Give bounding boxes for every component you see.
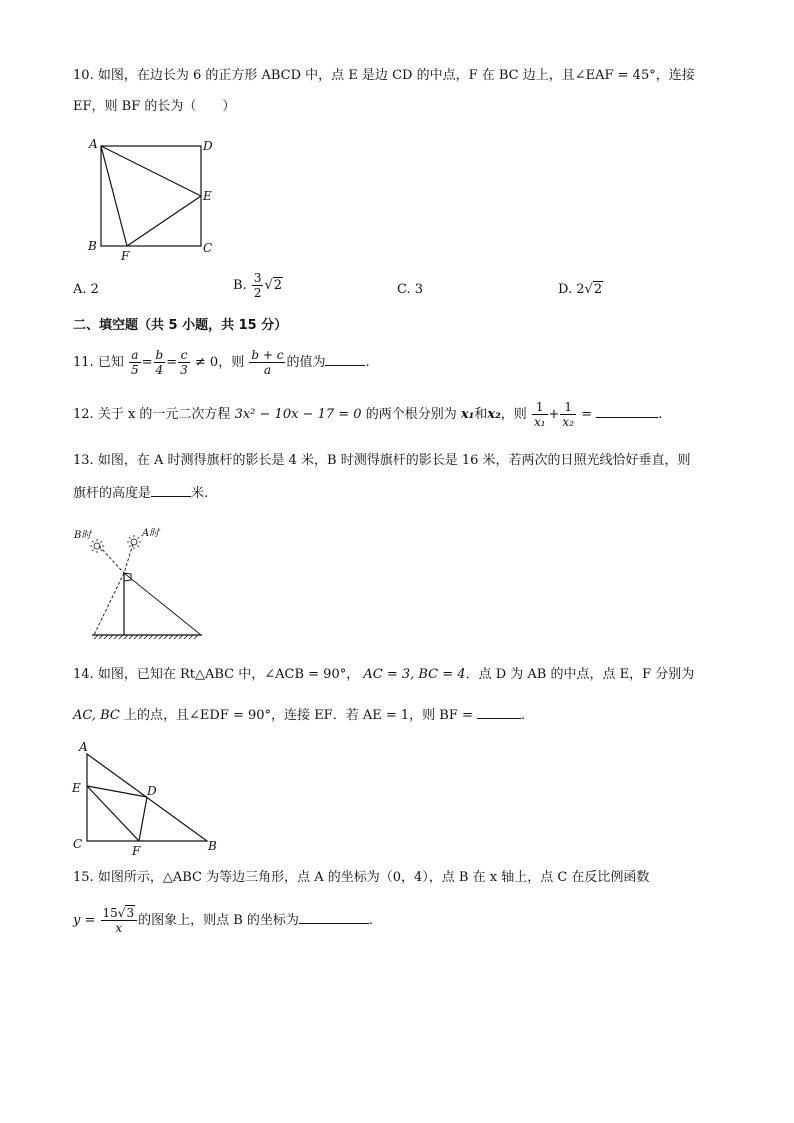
q11-frac-c-den: 3 bbox=[180, 363, 188, 377]
q12-line bbox=[73, 400, 662, 429]
q10-label-A: A bbox=[89, 137, 98, 151]
q15-tail: 的图象上，则点 B 的坐标为 bbox=[138, 913, 299, 928]
q10-segment-AF bbox=[101, 146, 127, 246]
q14-label-E: E bbox=[72, 781, 81, 795]
q14-end: . bbox=[521, 708, 526, 723]
q14-answer-blank[interactable] bbox=[477, 706, 521, 719]
q15-end: . bbox=[368, 913, 374, 928]
q12-and: 和 bbox=[474, 407, 488, 422]
q10-number: 10. bbox=[73, 68, 94, 83]
q12-then: ，则 bbox=[500, 407, 527, 422]
q11-frac-b bbox=[154, 348, 166, 377]
q12-lead: 关于 x 的一元二次方程 bbox=[97, 407, 231, 422]
q11-answer-blank[interactable] bbox=[325, 353, 365, 366]
q11-frac-a bbox=[129, 348, 141, 377]
q14-segment-DF bbox=[139, 797, 147, 841]
q13-text-1: 如图，在 A 时测得旗杆的影长是 4 米，B 时测得旗杆的影长是 16 米，若两次的日照光线恰好垂直，则 bbox=[97, 453, 691, 468]
q10-option-d: D. 2√2 bbox=[558, 282, 603, 297]
q12-equation: 3x² − 10x − 17 = 0 bbox=[234, 407, 362, 422]
q11-end: . bbox=[365, 355, 370, 370]
q12-frac-2-den: x₂ bbox=[562, 415, 574, 429]
q13-label-A-time: A时 bbox=[142, 528, 160, 539]
q10-stem-line1 bbox=[73, 67, 695, 85]
q10-segment-AE bbox=[101, 146, 201, 196]
q13-line1 bbox=[73, 452, 691, 470]
q12-frac-2-num: 1 bbox=[560, 400, 576, 415]
q13-text-2b: 米. bbox=[191, 486, 209, 501]
q14-label-C: C bbox=[73, 837, 83, 851]
q12-x2: x₂ bbox=[487, 407, 501, 422]
q13-ray-B-shadow bbox=[94, 573, 124, 635]
q14-text-2b: 上的点，且∠EDF = 90°，连接 EF．若 AE = 1，则 BF = bbox=[124, 708, 473, 723]
q11-frac-expr-den: a bbox=[263, 363, 271, 377]
q14-number: 14. bbox=[73, 667, 94, 682]
q13-line2 bbox=[73, 484, 208, 503]
q15-line1 bbox=[73, 869, 649, 887]
q12-end: . bbox=[658, 407, 663, 422]
q13-text-2a: 旗杆的高度是 bbox=[73, 486, 152, 501]
q12-frac-1-num: 1 bbox=[532, 400, 548, 415]
q11-lead: 已知 bbox=[97, 355, 124, 370]
q15-frac-den: x bbox=[115, 921, 123, 935]
q12-frac-2 bbox=[560, 400, 576, 429]
q10-option-b-fraction bbox=[252, 271, 264, 300]
q10-label-D: D bbox=[203, 139, 213, 153]
q13-flagpole-figure bbox=[70, 524, 210, 642]
q11-neq: ≠ 0，则 bbox=[194, 355, 245, 370]
q11-tail: 的值为 bbox=[286, 355, 326, 370]
q14-triangle-figure bbox=[70, 737, 230, 861]
q13-answer-blank[interactable] bbox=[151, 484, 191, 497]
q14-text-1b: AC = 3, BC = 4 bbox=[363, 667, 466, 682]
q14-label-F: F bbox=[132, 844, 141, 858]
q10-stem-text-2: EF，则 BF 的长为（ ） bbox=[73, 99, 236, 114]
q11-line: 11. 已知 $\frac{a}{5}$ = $\frac{b}{4}$ = $\frac{c}{3}$ ≠ 0，则 $\frac{b + c}{a}$ 的值为 . bbox=[73, 348, 370, 377]
q10-option-b: B. $\frac{3}{2}$ √2 bbox=[233, 271, 283, 300]
q11-frac-a-num: a bbox=[129, 348, 141, 363]
q14-text-2a: AC, BC bbox=[73, 708, 120, 723]
q10-option-b-num: 3 bbox=[253, 271, 262, 285]
q14-text-1c: ．点 D 为 AB 的中点，点 E，F 分别为 bbox=[465, 667, 695, 682]
q12-frac-1-den: x₁ bbox=[533, 415, 546, 429]
q10-square-figure bbox=[84, 134, 224, 264]
q10-option-d-coef: 2 bbox=[576, 282, 585, 297]
q15-frac-num-sqrt: 3 bbox=[126, 906, 135, 920]
q14-line2 bbox=[73, 706, 525, 725]
q10-square bbox=[101, 146, 201, 246]
q12-number: 12. bbox=[73, 407, 94, 422]
q10-label-F: F bbox=[121, 249, 130, 263]
q15-answer-blank[interactable] bbox=[299, 911, 369, 924]
q11-frac-c-num: c bbox=[178, 348, 190, 363]
q13-ray-B bbox=[99, 546, 124, 573]
q10-stem-line2 bbox=[73, 98, 235, 116]
q13-sun-A-icon bbox=[127, 535, 141, 549]
q15-y-eq: y = bbox=[73, 913, 96, 928]
q15-frac-num-coef: 15 bbox=[102, 906, 118, 920]
q12-x1: x₁ bbox=[460, 407, 475, 422]
q11-frac-b-den: 4 bbox=[155, 363, 164, 377]
q10-segment-EF bbox=[127, 196, 201, 246]
q12-mid: 的两个根分别为 bbox=[365, 407, 457, 422]
q13-sun-B-icon bbox=[90, 539, 104, 553]
q10-option-d-sqrt: 2 bbox=[593, 282, 603, 297]
q10-stem-text-1: 如图，在边长为 6 的正方形 ABCD 中，点 E 是边 CD 的中点，F 在 BC 边上，且∠EAF = 45°，连接 bbox=[97, 68, 695, 83]
q13-ray-A bbox=[124, 544, 133, 573]
q11-frac-c bbox=[178, 348, 190, 377]
q15-text-1: 如图所示，△ABC 为等边三角形，点 A 的坐标为（0，4），点 B 在 x 轴上，点 C 在反比例函数 bbox=[97, 870, 650, 885]
q10-option-a: A. 2 bbox=[73, 282, 99, 297]
q12-answer-blank[interactable] bbox=[596, 405, 658, 418]
q10-label-C: C bbox=[203, 241, 213, 255]
q14-line1 bbox=[73, 666, 694, 684]
q11-frac-a-den: 5 bbox=[130, 363, 139, 377]
q15-fraction bbox=[101, 906, 138, 935]
q14-text-1a: 如图，已知在 Rt△ABC 中，∠ACB = 90°， bbox=[97, 667, 360, 682]
q10-option-c: C. 3 bbox=[397, 282, 424, 297]
q14-label-B: B bbox=[208, 839, 217, 853]
q15-number: 15. bbox=[73, 870, 94, 885]
q10-label-E: E bbox=[203, 189, 212, 203]
q13-label-B-time: B时 bbox=[74, 530, 92, 541]
q10-option-d-prefix: D. bbox=[558, 282, 573, 297]
q10-option-b-den: 2 bbox=[253, 286, 262, 300]
q10-option-b-prefix: B. bbox=[233, 278, 247, 293]
q15-frac-num: 15√3 bbox=[101, 906, 138, 921]
q14-label-D: D bbox=[147, 784, 157, 798]
q11-frac-b-num: b bbox=[155, 348, 164, 362]
q13-ray-A-shadow bbox=[124, 573, 201, 635]
q11-frac-expr bbox=[249, 348, 285, 377]
q12-eqsign: = bbox=[581, 407, 593, 422]
q14-label-A: A bbox=[79, 740, 88, 754]
q11-frac-expr-num: b + c bbox=[251, 348, 284, 362]
q11-number: 11. bbox=[73, 355, 94, 370]
q10-option-b-sqrt: 2 bbox=[273, 278, 283, 293]
section2-title: 二、填空题（共 5 小题，共 15 分） bbox=[73, 318, 288, 333]
q13-number: 13. bbox=[73, 453, 94, 468]
q12-plus: + bbox=[548, 407, 560, 422]
q12-frac-1 bbox=[532, 400, 548, 429]
q15-line2 bbox=[73, 904, 373, 938]
q10-label-B: B bbox=[88, 239, 97, 253]
